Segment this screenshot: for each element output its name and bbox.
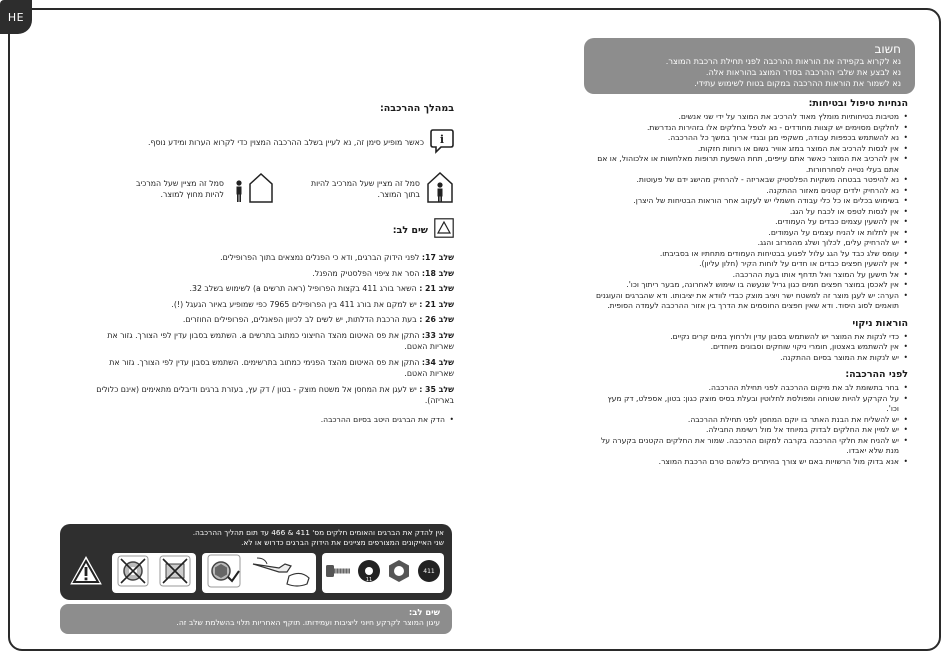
warning-line: אין להדק את הברגים והאומים חלקים מס' 411 & 466 עד תום תהליך ההרכבה. bbox=[192, 528, 444, 537]
step-text: יש למקם את בורג 411 בין הפרופילים 7965 כפי שמופיע באיור הגעגל (!). bbox=[171, 299, 417, 309]
anchoring-note-box bbox=[60, 604, 452, 634]
list-item: • אל תישען על המוצר ואל תדחף אותו בעת ההרכבה. bbox=[593, 270, 908, 281]
list-item: • יש להשליח את הבנת האתר בו יוקם המחסן לפני תחילת ההרכבה. bbox=[593, 415, 908, 426]
list-item: • אין לנסות להרכיב את המוצר במזג אוויר גשום או רוחות חזקות. bbox=[593, 144, 908, 155]
list-item: • אנא בדוק מול הרשויות באם יש צורך בהיתרים כלשהם טרם הרכבת המוצר. bbox=[593, 457, 908, 468]
important-line: נא לשמור את הוראות ההרכבה במקום בטוח לשימוש עתידי. bbox=[694, 78, 901, 88]
inside-house-icon bbox=[426, 170, 454, 208]
outside-house-icon bbox=[230, 170, 274, 208]
step-label: שלב 33: bbox=[421, 330, 454, 340]
step-label: שלב 17: bbox=[421, 253, 454, 262]
list-item: • אין לאכסן במוצר חפצים חמים כגון גריל שנעשה בו שימוש לאחרונה, מבער ריתוך וכו'. bbox=[593, 280, 908, 291]
cleaning-section bbox=[593, 318, 908, 364]
important-title: חשוב bbox=[874, 42, 901, 56]
safety-section bbox=[593, 98, 908, 312]
step-text: הסר את ציפוי הפלסטיק מהפנל. bbox=[312, 268, 420, 278]
list-item: • אין להשעין עצמים כבדים על העמודים. bbox=[593, 217, 908, 228]
list-item: • אין לנסות לטפס או לכבח על הגג. bbox=[593, 207, 908, 218]
step-text: לפני הידוק הברגים, ודא כי הפנלים נמצאים בתוך הפרופילים. bbox=[220, 253, 420, 262]
step-text: יש לעגן את המחסן אל משטח מוצק - בטון / דק עץ, בעזרת ברגים ודיבלים מתאימים (אינם כלולים באריזה). bbox=[96, 384, 454, 405]
warning-triangle-icon bbox=[434, 218, 454, 242]
safety-list bbox=[593, 112, 908, 312]
info-icon bbox=[430, 128, 454, 158]
final-list bbox=[94, 415, 454, 426]
inside-symbol-text: סמל זה מציין שעל המרכיב להיות בתוך המוצר. bbox=[310, 179, 420, 199]
outside-symbol-row bbox=[124, 170, 274, 208]
warning-sign-icon bbox=[69, 555, 103, 591]
warning-sign-tile bbox=[66, 553, 106, 593]
list-item: • יש להרחיק עלים, לכלוך ושלג מהמרזב והגג. bbox=[593, 238, 908, 249]
list-item: • כדי לנקות את המוצר יש להשתמש בסבון עדין ולרחוץ במים קרים נקיים. bbox=[593, 332, 908, 343]
safety-title: הנחיות טיפול ובטיחות: bbox=[808, 98, 908, 109]
step-note bbox=[94, 330, 454, 353]
wrench-tile bbox=[202, 553, 316, 593]
step-label: שלב 18: bbox=[421, 268, 454, 278]
svg-text:i: i bbox=[439, 133, 445, 146]
screw-crossed-icon bbox=[158, 554, 192, 592]
step-text: התקן את פס האיטום מהצד הפנימי כמתוב בתרשימים. השתמש בסבון עדין לפי הצורך. גזור את שאריות האטם. bbox=[109, 357, 454, 378]
note-title: שים לב: bbox=[408, 607, 440, 617]
screw-icon bbox=[325, 560, 351, 586]
inside-symbol-row bbox=[310, 170, 454, 208]
note-text: עיגון המוצר לקרקע חיוני ליציבות ועמידותו. תוקף האחריות תלוי בהשלמת שלב זה. bbox=[176, 618, 440, 627]
step-label: שלב 34: bbox=[421, 357, 454, 367]
cleaning-title: הוראות ניקוי bbox=[852, 317, 908, 329]
list-item: • עומס שלג כבד על הגג עלול לפגוע בבטיחות העמודים מתחתיו או בסביבתו. bbox=[593, 249, 908, 260]
right-column bbox=[593, 98, 908, 467]
list-item: • בשימוש בכלים או כל כלי עבודה חשמלי יש לעקוב אחר הוראות הבטיחות של היצרן. bbox=[593, 196, 908, 207]
list-item: • על הקרקע להיות שטוחה ומפולסת לחלוטין ובעלת בסיס מוצק כגון: בטון, אספלט, דק מעץ וכו'. bbox=[593, 394, 908, 415]
step-note bbox=[94, 357, 454, 380]
outside-symbol-text: סמל זה מציין שעל המרכיב להיות מחוץ למוצר. bbox=[135, 179, 224, 199]
step-note bbox=[94, 283, 454, 295]
list-item: • הערה: יש לעגן מוצר זה למשטח ישר ויציב מוצק כבדי לוודא את יציבותו. ודא שהברגים והעוגנים תואמים לסוג היסוד. ודא שאין חפצים החוסמים את הדרך בין אזור ההרכבה לעמדה הסופית. bbox=[593, 291, 908, 312]
before-section bbox=[593, 369, 908, 467]
attention-heading bbox=[94, 218, 454, 242]
list-item: • אין להרכיב את המוצר כאשר אתם עייפים, תחת השפעת תרופות מאלחשות או אלכוהול, או אם אתם בעלי נטייה לסחרחורות. bbox=[593, 154, 908, 175]
list-item: • הדק את הברגים היטב בסיום ההרכבה. bbox=[94, 415, 454, 426]
step-label: שלב 35 : bbox=[419, 384, 454, 394]
washer-label: 11 bbox=[365, 577, 373, 583]
bolt-head-icon bbox=[417, 559, 441, 587]
step-note bbox=[94, 384, 454, 407]
info-text: כאשר מופיע סימן זה, נא לעיין בשלב ההרכבה המצוין כדי לקרוא הערות ומידע נוסף. bbox=[148, 138, 424, 147]
list-item: • יש למיין את החלקים לבדוק במיוחד אל מול רשימת החבילה. bbox=[593, 425, 908, 436]
list-item: • מטיבות בטיחותיות מומלץ מאוד להרכיב את המוצר על ידי שני אנשים. bbox=[593, 112, 908, 123]
step-note bbox=[94, 252, 454, 264]
left-column bbox=[94, 103, 454, 425]
warning-line: שני האייקונים המצורפים מציינים את הידוק הברגים כדרוש או לא. bbox=[241, 538, 444, 547]
step-note bbox=[94, 314, 454, 326]
cleaning-list bbox=[593, 332, 908, 364]
language-badge: HE bbox=[0, 0, 32, 34]
before-list bbox=[593, 383, 908, 467]
position-symbols bbox=[124, 170, 454, 208]
washer-icon bbox=[357, 559, 381, 587]
step-note bbox=[94, 299, 454, 311]
during-title: במהלך ההרכבה: bbox=[379, 103, 454, 114]
info-row bbox=[94, 128, 454, 158]
step-label: שלב 26 : bbox=[419, 315, 454, 324]
nut-check-icon bbox=[206, 553, 242, 593]
list-item: • נא להיפטר בבטחה משקיות הפלסטיק שבאריזה - להרחיק מהישג ידם של פעוטות. bbox=[593, 175, 908, 186]
attention-title: שים לב: bbox=[392, 224, 428, 236]
list-item: • אין להשתמש באצטון, חומרי ניקוי שוחקים וסבונים מיוחדים. bbox=[593, 342, 908, 353]
step-label: שלב 21 : bbox=[419, 284, 454, 293]
hardware-tile bbox=[322, 553, 444, 593]
list-item: • אין לתלות או להניח עצמים על העמודים. bbox=[593, 228, 908, 239]
step-text: התקן את פס האיטום מהצד החיצוני כמתוב בתרשים a. השתמש בסבון עדין לפי הצורך. גזור את שאריות האטם. bbox=[107, 330, 454, 351]
step-label: שלב 21 : bbox=[419, 299, 454, 309]
no-tighten-tile bbox=[112, 553, 196, 593]
step-text: בעת הרכבת הדלתות, יש לשים לב לכיוון הפאנלים, הפרופילים החוזרים. bbox=[182, 315, 417, 324]
tightening-warning-text bbox=[72, 528, 444, 548]
steps-list bbox=[94, 252, 454, 407]
list-item: • נא להרחיק ילדים קטנים מאזור ההתקנה. bbox=[593, 186, 908, 197]
list-item: • נא להשתמש בכפפות עבודה, משקפי מגן ובגדי ארוך במשך כל ההרכבה. bbox=[593, 133, 908, 144]
bolt-label: 411 bbox=[423, 568, 435, 575]
list-item: • בחר בתשומת לב את מיקום ההרכבה לפני תחילת ההרכבה. bbox=[593, 383, 908, 394]
important-line: נא לקרוא בקפידה את הוראות ההרכבה לפני תחילת הרכבת המוצר. bbox=[665, 56, 901, 66]
before-title: לפני ההרכבה: bbox=[845, 369, 908, 380]
list-item: • יש לנקות את המוצר בסיום ההתקנה. bbox=[593, 353, 908, 364]
important-box bbox=[584, 38, 915, 94]
step-text: השאר בורג 411 בקצות הפרופיל (ראה תרשים a) לשימוש בשלב 32. bbox=[189, 284, 417, 293]
list-item: • אין להשעין חפצים כבדים או חדים על לוחות הקיר (חלון עליון). bbox=[593, 259, 908, 270]
important-line: נא לבצע את שלבי ההרכבה בסדר המוצג בהוראות אלה. bbox=[705, 67, 901, 77]
list-item: • לחלקים מסוימים יש קצוות מחודדים - נא לטפל בחלקים אלו בזהירות הנדרשת. bbox=[593, 123, 908, 134]
step-note bbox=[94, 268, 454, 280]
wrench-hand-icon bbox=[249, 554, 313, 592]
list-item: • יש להניח את חלקי ההרכבה בקרבה למקום ההרכבה. שמור את החלקים הקטנים בקערה על מנת שלא יאבדו. bbox=[593, 436, 908, 457]
nut-crossed-icon bbox=[116, 554, 150, 592]
nut-icon bbox=[387, 559, 411, 587]
